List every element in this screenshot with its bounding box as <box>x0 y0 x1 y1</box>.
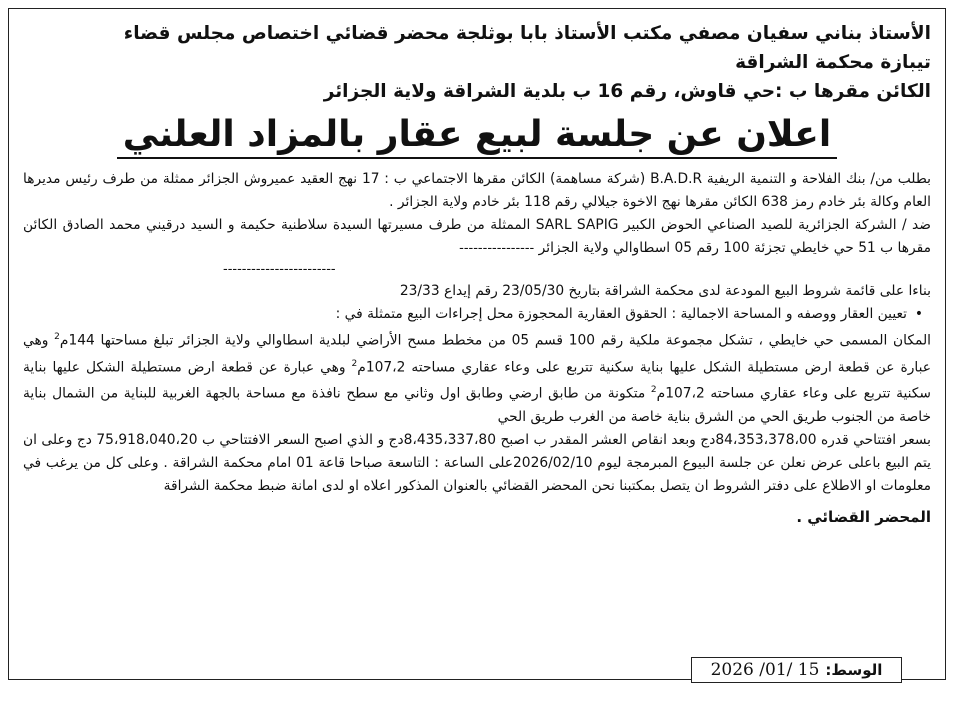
price-and-session-paragraph: بسعر افتتاحي قدره 84،353،378،00دج وبعد انقاص العشر المقدر ب اصبح 8،435،337،80دج و الذي اصبح السعر الافتتاحي ب 75،918،040،20 دج وعلى ان يتم البيع باعلى عرض نعلن عن جلسة البيوع المبرمجة ليوم 2026/02/10على الساعة : التاسعة صباحا قاعة 01 امام محكمة الشراقة . وعلى كل من يرغب في معلومات او الاطلاع على دفتر الشروط ان يتصل بمكتبنا نحن المحضر القضائي بالعنوان المذكور اعلاه او لدى امانة ضبط محكمة الشراقة <box>23 431 932 494</box>
bailiff-signature: المحضر القضائي . <box>796 507 931 526</box>
defendant-paragraph <box>23 214 931 260</box>
superscript-2: 2 <box>650 385 657 396</box>
property-description-part-2: وهي عبارة عن قطعة ارض مستطيلة الشكل عليها بناية سكنية تتربع على وعاء عقاري مساحته 107،2م <box>23 332 931 376</box>
property-description-part-4: متكونة من طابق ارضي وطابق اول وثاني مع سطح نافذة مع مساحة بالجهة الغربية للبناية من الشمال بناية خاصة من الجنوب طريق الحي من الشرق بناية خاصة من الغرب طريق الحي <box>23 385 931 425</box>
plaintiff-paragraph: بطلب من/ بنك الفلاحة و التنمية الريفية B.A.D.R (شركة مساهمة) الكائن مقرها الاجتماعي ب : 17 نهج العقيد عميروش الجزائر ممثلة من طرف رئيس مديرها العام وكالة بئر خادم رمز 638 الكائن مقرها نهج الاخوة جيلالي رقم 118 بئر خادم ولاية الجزائر . <box>23 171 931 210</box>
court-name-line: تيبازة محكمة الشراقة <box>735 52 931 73</box>
bailiff-address-line: الكائن مقرها ب :حي قاوش، رقم 16 ب بلدية الشراقة ولاية الجزائر <box>323 81 931 102</box>
publication-date-box <box>691 657 902 683</box>
legal-notice-page <box>8 8 946 680</box>
publication-date: 15 /01/ 2026 <box>710 660 820 680</box>
property-description-part-1: المكان المسمى حي خايطي ، تشكل مجموعة ملكية رقم 100 قسم 05 من مخطط مسح الأراضي لبلدية اسطاوالي ولاية الجزائر تبلغ مساحتها 144م <box>59 332 932 349</box>
notice-title <box>23 110 931 160</box>
defendant-text: ضد / الشركة الجزائرية للصيد الصناعي الحوض الكبير SARL SAPIG الممثلة من طرف مسيرتها السيدة سلاطنية حكيمة و السيد درقيني محمد الصادق الكائن مقرها ب 51 حي خايطي تجزئة 100 رقم 05 اسطاوالي ولاية الجزائر <box>23 217 931 256</box>
property-description-part-3: وهي عبارة عن قطعة ارض مستطيلة الشكل عليها بناية سكنية تتربع على وعاء عقاري مساحته 107،2م <box>23 359 931 402</box>
property-description-paragraph <box>23 326 931 429</box>
property-designation-bullet: • تعيين العقار ووصفه و المساحة الاجمالية : الحقوق العقارية المحجوزة محل إجراءات البيع متمثلة في : <box>23 303 931 326</box>
notice-title-text: اعلان عن جلسة لبيع عقار بالمزاد العلني <box>117 114 837 159</box>
separator-dashes: ---------------- <box>459 241 535 256</box>
newspaper-label: الوسط: <box>825 661 883 679</box>
conditions-paragraph: بناءا على قائمة شروط البيع المودعة لدى محكمة الشراقة بتاريخ 23/05/30 رقم إيداع 23/33 <box>399 283 931 299</box>
superscript-2: 2 <box>54 332 60 342</box>
superscript-2: 2 <box>351 358 358 369</box>
bailiff-name-line: الأستاذ بناني سفيان مصفي مكتب الأستاذ بابا بوثلجة محضر قضائي اختصاص مجلس قضاء <box>123 23 931 44</box>
separator-dashes-line: ------------------------ <box>223 262 336 277</box>
